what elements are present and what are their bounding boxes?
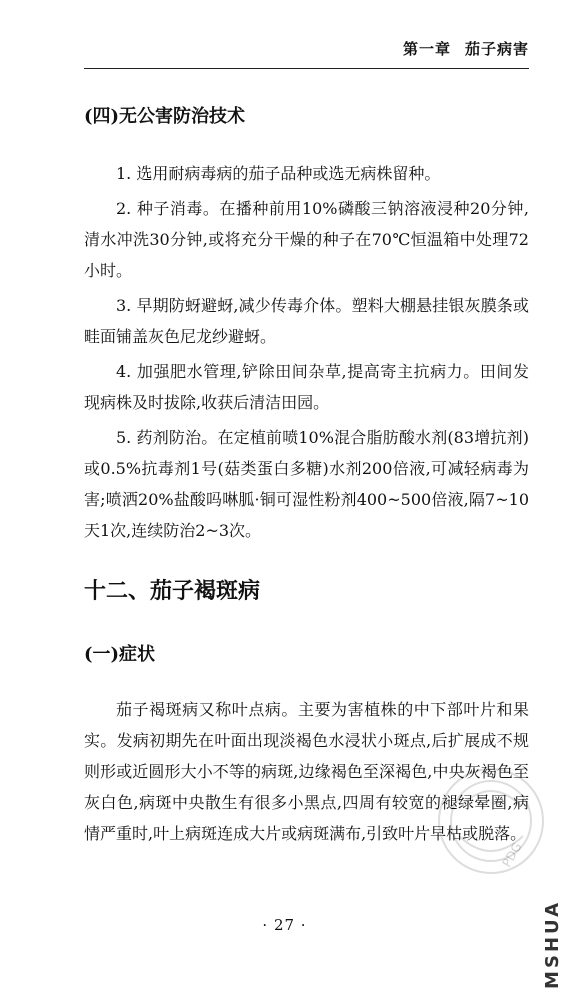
stamp-text: PDG bbox=[499, 840, 525, 870]
chapter-section-heading: 十二、茄子褐斑病 bbox=[84, 578, 261, 604]
running-head-chapter: 第一章 bbox=[402, 40, 451, 58]
running-head bbox=[403, 38, 529, 59]
list-item-3: 3. 早期防蚜避蚜,减少传毒介体。塑料大棚悬挂银灰膜条或畦面铺盖灰色尼龙纱避蚜。 bbox=[84, 296, 529, 346]
list-item-2: 2. 种子消毒。在播种前用10%磷酸三钠溶液浸种20分钟,清水冲洗30分钟,或将充分干燥的种子在70℃恒温箱中处理72小时。 bbox=[84, 199, 529, 280]
list-item-4: 4. 加强肥水管理,铲除田间杂草,提高寄主抗病力。田间发现病株及时拔除,收获后清洁田园。 bbox=[84, 362, 529, 412]
list-item-1: 1. 选用耐病毒病的茄子品种或选无病株留种。 bbox=[116, 164, 441, 183]
sub-heading-symptoms: (一)症状 bbox=[84, 644, 156, 665]
side-watermark: MSHUA bbox=[542, 900, 563, 989]
page-body bbox=[84, 104, 529, 853]
list-item-5: 5. 药剂防治。在定植前喷10%混合脂肪酸水剂(83增抗剂)或0.5%抗毒剂1号(菇类蛋白多糖)水剂200倍液,可减轻病毒为害;喷洒20%盐酸吗啉胍·铜可湿性粉剂400~500倍液,隔7~10天1次,连续防治2~3次。 bbox=[84, 428, 529, 540]
running-head-title: 茄子病害 bbox=[464, 40, 529, 58]
symptoms-paragraph: 茄子褐斑病又称叶点病。主要为害植株的中下部叶片和果实。发病初期先在叶面出现淡褐色水浸状小斑点,后扩展成不规则形或近圆形大小不等的病斑,边缘褐色至深褐色,中央灰褐色至灰白色,病斑中央散生有很多小黑点,四周有较宽的褪绿晕圈,病情严重时,叶上病斑连成大片或病斑满布,引致叶片早枯或脱落。 bbox=[84, 700, 529, 843]
header-rule bbox=[84, 68, 529, 69]
library-stamp-watermark bbox=[431, 756, 551, 886]
section-heading-prevention: (四)无公害防治技术 bbox=[84, 106, 246, 127]
page-number: · 27 · bbox=[262, 916, 307, 934]
